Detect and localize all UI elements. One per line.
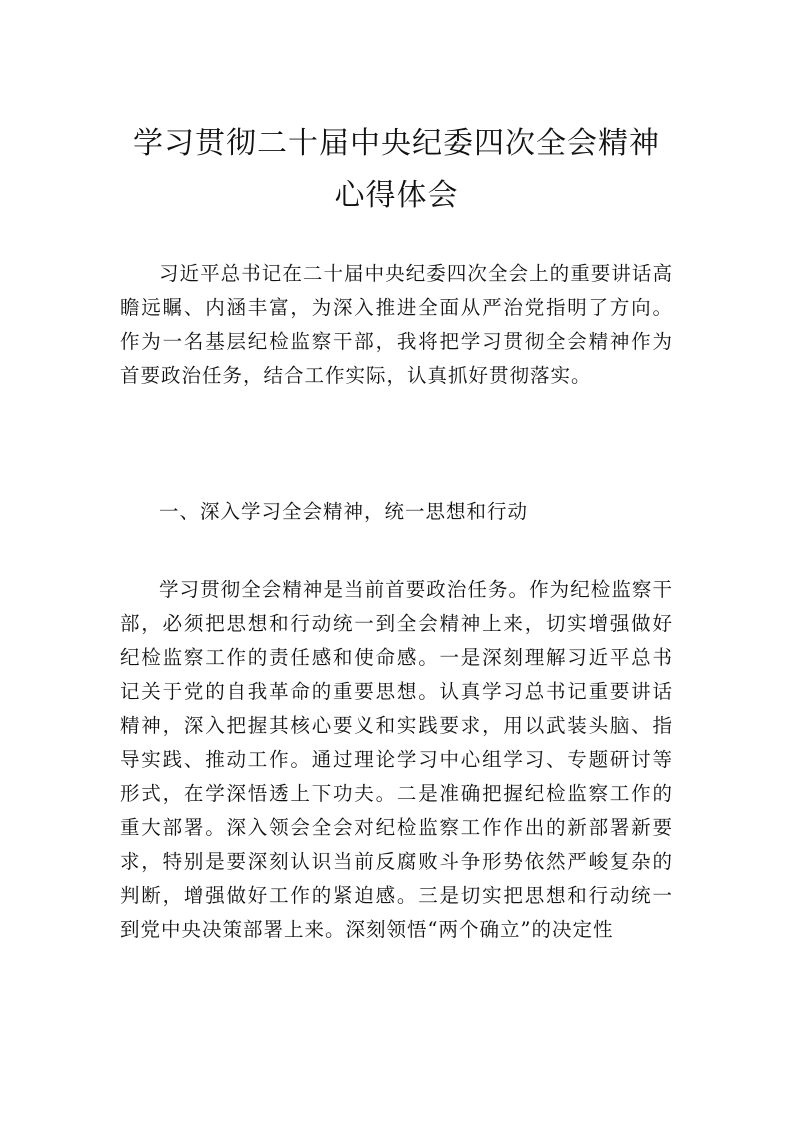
paragraph-section-1: 学习贯彻全会精神是当前首要政治任务。作为纪检监察干部，必须把思想和行动统一到全会精神上来，切实增强做好纪检监察工作的责任感和使命感。一是深刻理解习近平总书记关于党的自我革命的重要思想。认真学习总书记重要讲话精神，深入把握其核心要义和实践要求，用以武装头脑、指导实践、推动工作。通过理论学习中心组学习、专题研讨等形式，在学深悟透上下功夫。二是准确把握纪检监察工作的重大部署。深入领会全会对纪检监察工作作出的新部署新要求，特别是要深刻认识当前反腐败斗争形势依然严峻复杂的判断，增强做好工作的紧迫感。三是切实把思想和行动统一到党中央决策部署上来。深刻领悟“两个确立”的决定性 <box>120 578 673 941</box>
document-title: 学习贯彻二十届中央纪委四次全会精神心得体会 <box>133 126 660 213</box>
section-heading-1: 一、深入学习全会精神，统一思想和行动 <box>159 500 529 523</box>
paragraph-intro: 习近平总书记在二十届中央纪委四次全会上的重要讲话高瞻远瞩、内涵丰富，为深入推进全面从严治党指明了方向。作为一名基层纪检监察干部，我将把学习贯彻全会精神作为首要政治任务，结合工作实际，认真抓好贯彻落实。 <box>120 262 673 387</box>
